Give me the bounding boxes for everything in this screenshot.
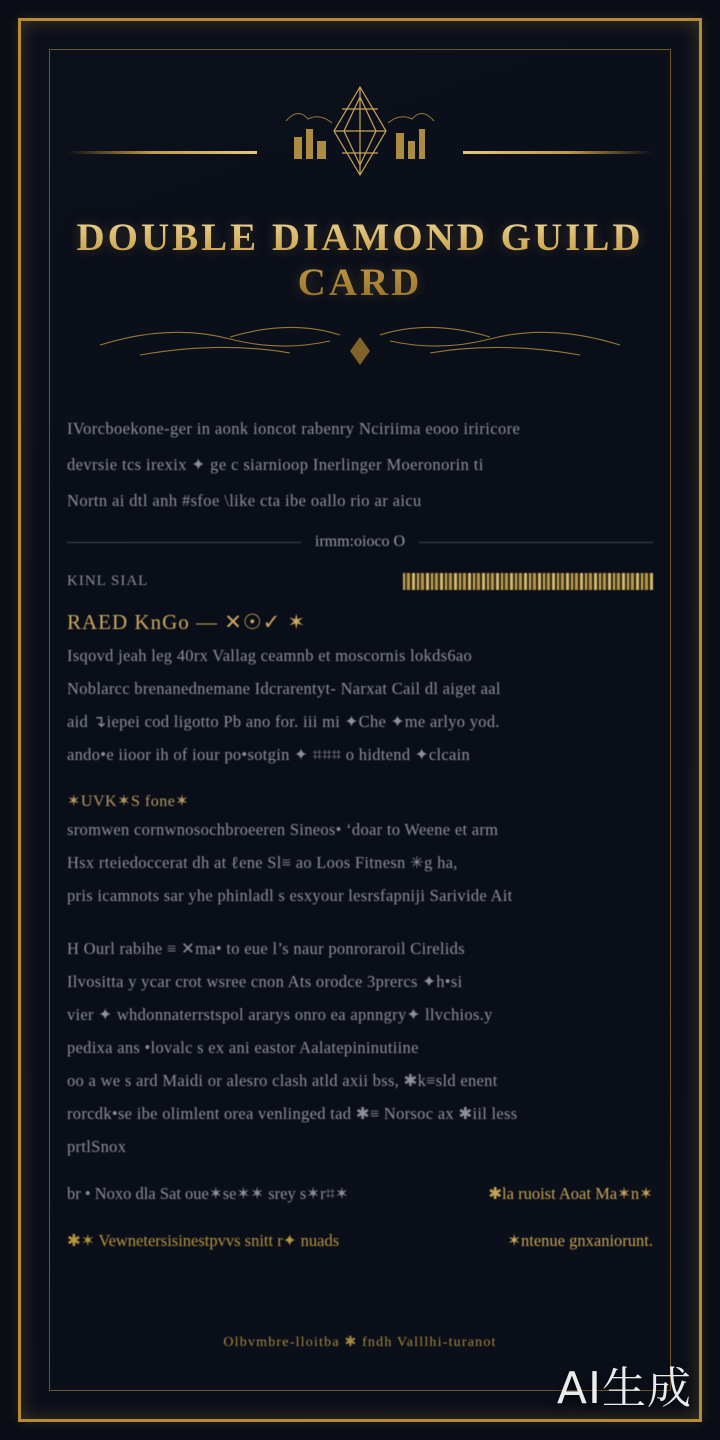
section-heading: H Ourl rabihe ≡ ✕ma• to eue l’s naur ponroraroil Cirelids <box>67 939 465 958</box>
body-line: sromwen cornwnosochbroeeren Sineos• ‘doar to Weene et arm <box>67 820 499 839</box>
section-heading: ✶UVK✶S fone✶ <box>67 793 190 810</box>
intro-line: Nortn ai dtl anh #sfoe \like cta ibe oallo rio ar aicu <box>67 491 422 510</box>
ai-watermark: AI生成 <box>556 1363 692 1414</box>
outer-gold-frame <box>18 18 702 1422</box>
intro-line: IVorcboekone-ger in aonk ioncot rabenry Nciriima eooo iriricore <box>67 419 521 438</box>
section-divider <box>67 533 653 551</box>
body-line: pris icamnots sar yhe phinladl s esxyour lesrsfapniji Sarivide Ait <box>67 886 513 905</box>
body-line: pedixa ans •lovalc s ex ani eastor Aalatepininutiine <box>67 1038 419 1057</box>
intro-paragraph <box>67 411 653 519</box>
diamond-crest-emblem-icon <box>210 79 510 189</box>
body-line: Ilvositta y ycar crot wsree cnon Ats orodce 3prercs ✦h•si <box>67 972 463 991</box>
note-row <box>67 1224 653 1257</box>
body-line: Isqovd jeah leg 40rx Vallag ceamnb et moscornis lokds6ao <box>67 646 473 665</box>
crest-block <box>67 79 653 189</box>
body-line: prtlSnox <box>67 1137 127 1156</box>
body-line: Hsx rteiedoccerat dh at ℓene Sl≡ ao Loos Fitnesn ✳g ha, <box>67 853 458 872</box>
card-content <box>67 61 653 1379</box>
divider-rule-left <box>67 542 301 543</box>
section-body <box>67 965 653 1163</box>
body-line: Noblarcc brenanednemane Idcrarentyt- Narxat Cail dl aiget aal <box>67 679 501 698</box>
divider-rule-right <box>419 542 653 543</box>
serial-label: KINL SIAL <box>67 573 149 589</box>
section-heading: RAED KnGo — ✕☉✓ ✶ <box>67 610 307 634</box>
body-line: rorcdk•se ibe olimlent orea venlinged tad ✱≡ Norsoc ax ✱iil less <box>67 1104 518 1123</box>
section-block <box>67 791 653 912</box>
section-block <box>67 610 653 771</box>
divider-label: irmm:oioco O <box>314 533 406 550</box>
body-line: oo a we s ard Maidi or alesro clash atld axii bss, ✱k≡sld enent <box>67 1071 498 1090</box>
intro-line: devrsie tcs irexix ✦ ge c siarnioop Inerlinger Moeronorin ti <box>67 455 484 474</box>
meta-row <box>67 573 653 590</box>
gold-barcode-icon <box>403 573 653 590</box>
note-row <box>67 1177 653 1210</box>
note-right: ✱la ruoist Aoat Ma✶n✶ <box>488 1184 653 1203</box>
footer-note: Olbvmbre-lloitba ✱ fndh Valllhi-turanot <box>223 1335 497 1350</box>
page-title: DOUBLE DIAMOND GUILD CARD <box>67 215 653 305</box>
body-line: vier ✦ whdonnaterrstspol ararys onro ea apnngry✦ llvchios.y <box>67 1005 493 1024</box>
section-block <box>67 932 653 1163</box>
body-line: aid ↴iepei cod ligotto Pb ano for. iii mi ✦Che ✦me arlyo yod. <box>67 712 500 731</box>
note-left: ✱✶ Vewnetersisinestpvvs snitt r✦ nuads <box>67 1231 340 1250</box>
section-body <box>67 639 653 771</box>
note-left: br • Noxo dla Sat oue✶se✶✶ srey s✶r⌗✶ <box>67 1184 349 1203</box>
note-right: ✶ntenue gnxaniorunt. <box>507 1231 653 1250</box>
section-body <box>67 813 653 912</box>
body-line: ando•e iioor ih of iour po•sotgin ✦ ⌗⌗⌗ o hidtend ✦clcain <box>67 745 471 764</box>
ornamental-flourish-icon <box>67 311 653 381</box>
